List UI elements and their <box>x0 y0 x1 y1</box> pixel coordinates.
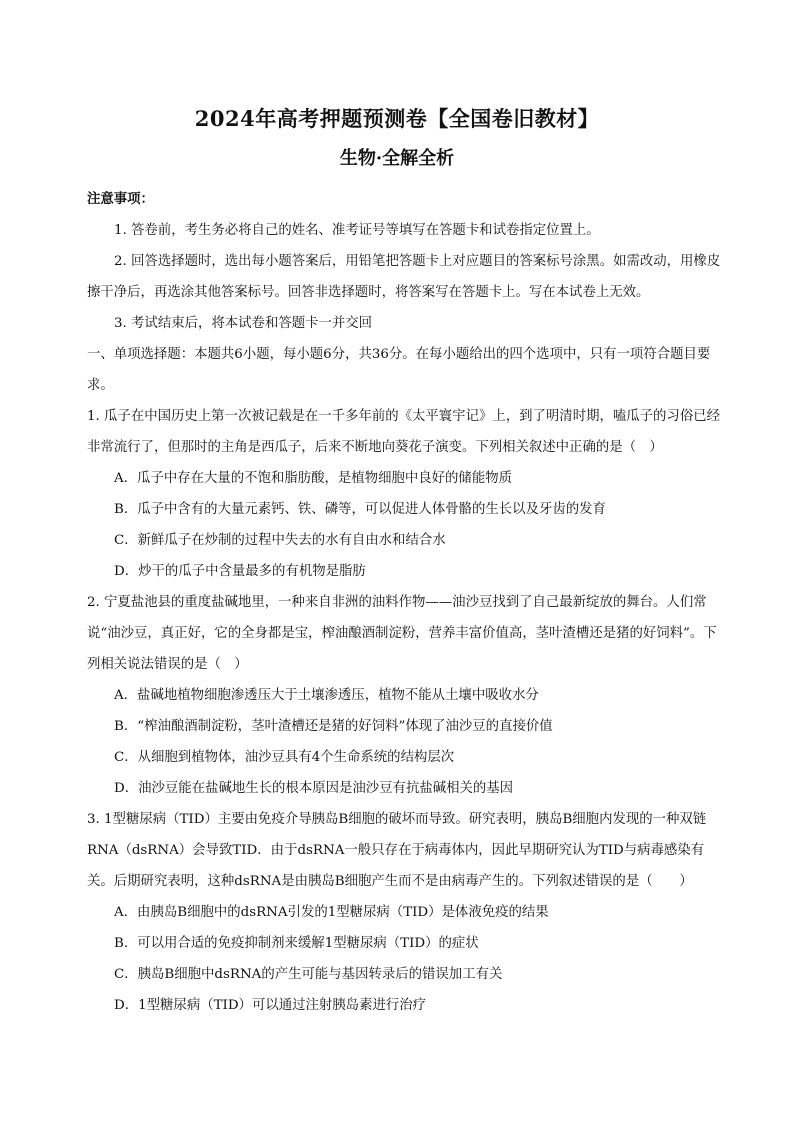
question-option: D．炒干的瓜子中含量最多的有机物是脂肪 <box>114 564 366 579</box>
question-option: D．油沙豆能在盐碱地生长的根本原因是油沙豆有抗盐碱相关的基因 <box>114 781 514 796</box>
question-option: B．瓜子中含有的大量元素钙、铁、磷等，可以促进人体骨骼的生长以及牙齿的发育 <box>114 502 606 517</box>
document-body <box>87 184 725 1021</box>
notice-item: 3. 考试结束后，将本试卷和答题卡一并交回 <box>114 316 373 331</box>
section-heading: 一、单项选择题：本题共6小题，每小题6分，共36分。在每小题给出的四个选项中，只有一项符合题目要求。 <box>87 347 711 393</box>
question-option: D．1型糖尿病（TID）可以通过注射胰岛素进行治疗 <box>114 998 427 1013</box>
question-option: C．新鲜瓜子在炒制的过程中失去的水有自由水和结合水 <box>114 533 446 548</box>
question-stem: 3. 1型糖尿病（TID）主要由免疫介导胰岛B细胞的破坏而导致。研究表明，胰岛B细胞内发现的一种双链RNA（dsRNA）会导致TID．由于dsRNA一般只存在于病毒体内，因此早期研究认为TID与病毒感染有关。后期研究表明，这种dsRNA是由胰岛B细胞产生而不是由病毒产生的。下列叙述错误的是（ ） <box>87 812 707 889</box>
notice-item: 2. 回答选择题时，选出每小题答案后，用铅笔把答题卡上对应题目的答案标号涂黑。如需改动，用橡皮擦干净后，再选涂其他答案标号。回答非选择题时，将答案写在答题卡上。写在本试卷上无效。 <box>87 254 721 300</box>
page-title: 2024年高考押题预测卷【全国卷旧教材】 <box>194 106 600 131</box>
question-option: C．从细胞到植物体，油沙豆具有4个生命系统的结构层次 <box>114 750 455 765</box>
question-stem: 1. 瓜子在中国历史上第一次被记载是在一千多年前的《太平寰宇记》上，到了明清时期，嗑瓜子的习俗已经非常流行了，但那时的主角是西瓜子，后来不断地向葵花子演变。下列相关叙述中正确的是（ ） <box>87 409 720 455</box>
notice-heading: 注意事项： <box>87 191 154 207</box>
question-option: A．瓜子中存在大量的不饱和脂肪酸，是植物细胞中良好的储能物质 <box>114 471 512 486</box>
question-stem: 2. 宁夏盐池县的重度盐碱地里，一种来自非洲的油料作物——油沙豆找到了自己最新绽放的舞台。人们常说“油沙豆，真正好，它的全身都是宝，榨油酿酒制淀粉，营养丰富价值高，茎叶渣槽还是猪的好饲料”。下列相关说法错误的是（ ） <box>87 595 717 672</box>
question-option: A．由胰岛B细胞中的dsRNA引发的1型糖尿病（TID）是体液免疫的结果 <box>114 905 549 920</box>
question-option: C．胰岛B细胞中dsRNA的产生可能与基因转录后的错误加工有关 <box>114 967 503 982</box>
question-option: B．可以用合适的免疫抑制剂来缓解1型糖尿病（TID）的症状 <box>114 936 479 951</box>
question-option: A．盐碱地植物细胞渗透压大于土壤渗透压，植物不能从土壤中吸收水分 <box>114 688 539 703</box>
question-option: B．“榨油酿酒制淀粉，茎叶渣槽还是猪的好饲料”体现了油沙豆的直接价值 <box>114 719 553 734</box>
notice-item: 1. 答卷前，考生务必将自己的姓名、准考证号等填写在答题卡和试卷指定位置上。 <box>114 223 600 238</box>
page-subtitle: 生物·全解全析 <box>339 148 455 169</box>
